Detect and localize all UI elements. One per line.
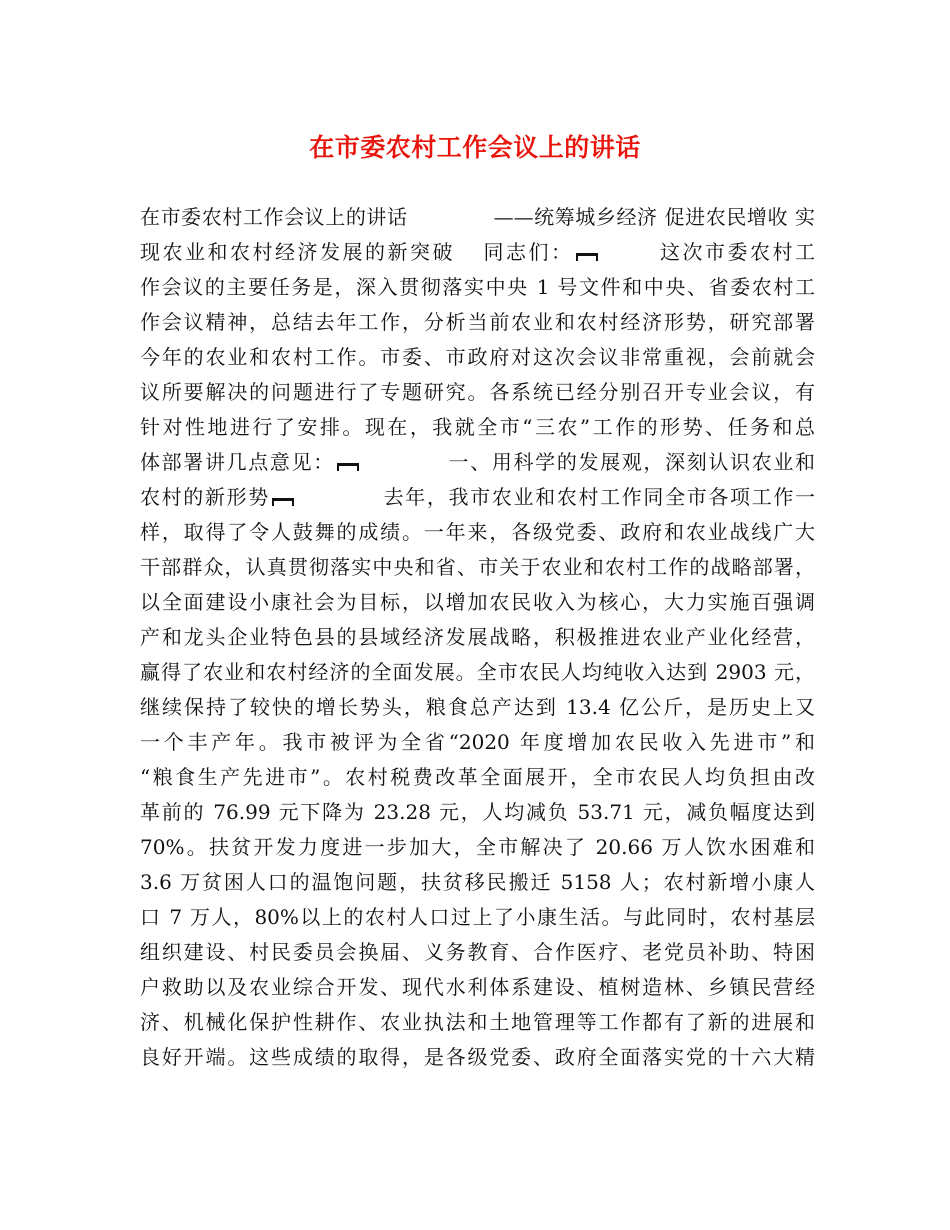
text-line: 一个丰产年。我市被评为全省“2020 年度增加农民收入先进市”和 [140, 730, 815, 754]
text-line: 革前的 76.99 元下降为 23.28 元，人均减负 53.71 元，减负幅度达到 [140, 800, 815, 824]
text-line [140, 200, 815, 235]
line-segment: 去年，我市农业和农村工作同全市各项工作一 [381, 485, 816, 509]
line-segment: 一、用科学的发展观，深刻认识农业和 [446, 450, 816, 474]
text-line: 议所要解决的问题进行了专题研究。各系统已经分别召开专业会议，有 [140, 380, 815, 404]
text-line: 口 7 万人，80%以上的农村人口过上了小康生活。与此同时，农村基层 [140, 905, 815, 929]
text-line: 产和龙头企业特色县的县域经济发展战略，积极推进农业产业化经营， [140, 625, 815, 649]
text-line: 良好开端。这些成绩的取得，是各级党委、政府全面落实党的十六大精 [140, 1045, 815, 1069]
text-line: 组织建设、村民委员会换届、义务教育、合作医疗、老党员补助、特困 [140, 940, 815, 964]
text-line: 70%。扶贫开发力度进一步加大，全市解决了 20.66 万人饮水困难和 [140, 835, 815, 859]
document-title: 在市委农村工作会议上的讲话 [309, 133, 641, 162]
text-line [140, 480, 815, 515]
text-line: 3.6 万贫困人口的温饱问题，扶贫移民搬迁 5158 人；农村新增小康人 [140, 870, 815, 894]
text-line: 干部群众，认真贯彻落实中央和省、市关于农业和农村工作的战略部署， [140, 555, 815, 579]
text-line: 赢得了农业和农村经济的全面发展。全市农民人均纯收入达到 2903 元， [140, 660, 815, 684]
text-line: 今年的农业和农村工作。市委、市政府对这次会议非常重视，会前就会 [140, 345, 815, 369]
text-line: 济、机械化保护性耕作、农业执法和土地管理等工作都有了新的进展和 [140, 1010, 815, 1034]
text-line: 户救助以及农业综合开发、现代水利体系建设、植树造林、乡镇民营经 [140, 975, 815, 999]
line-segment: 现农业和农村经济发展的新突破 [140, 240, 455, 264]
text-line: 以全面建设小康社会为目标，以增加农民收入为核心，大力实施百强调 [140, 590, 815, 614]
text-line: 作会议精神，总结去年工作，分析当前农业和农村经济形势，研究部署 [140, 310, 815, 334]
text-line: 样，取得了令人鼓舞的成绩。一年来，各级党委、政府和农业战线广大 [140, 520, 815, 544]
text-line [140, 235, 815, 270]
text-line: 作会议的主要任务是，深入贯彻落实中央 1 号文件和中央、省委农村工 [140, 275, 815, 299]
line-segment: ——统筹城乡经济 促进农民增收 实 [493, 205, 815, 229]
text-line: 针对性地进行了安排。现在，我就全市“三农”工作的形势、任务和总 [140, 415, 815, 439]
text-line [140, 445, 815, 480]
paragraph-break-icon [272, 490, 294, 510]
paragraph-break-icon [337, 455, 359, 475]
document-body [140, 200, 815, 1075]
line-segment: 在市委农村工作会议上的讲话 [140, 205, 408, 229]
line-segment: 这次市委农村工 [657, 240, 815, 264]
line-segment: 体部署讲几点意见： [140, 450, 335, 474]
text-line: “粮食生产先进市”。农村税费改革全面展开，全市农民人均负担由改 [140, 765, 815, 789]
line-segment: 同志们： [481, 240, 574, 264]
line-segment: 农村的新形势 [140, 485, 270, 509]
text-line: 继续保持了较快的增长势头，粮食总产达到 13.4 亿公斤，是历史上又 [140, 695, 815, 719]
paragraph-break-icon [576, 245, 598, 265]
